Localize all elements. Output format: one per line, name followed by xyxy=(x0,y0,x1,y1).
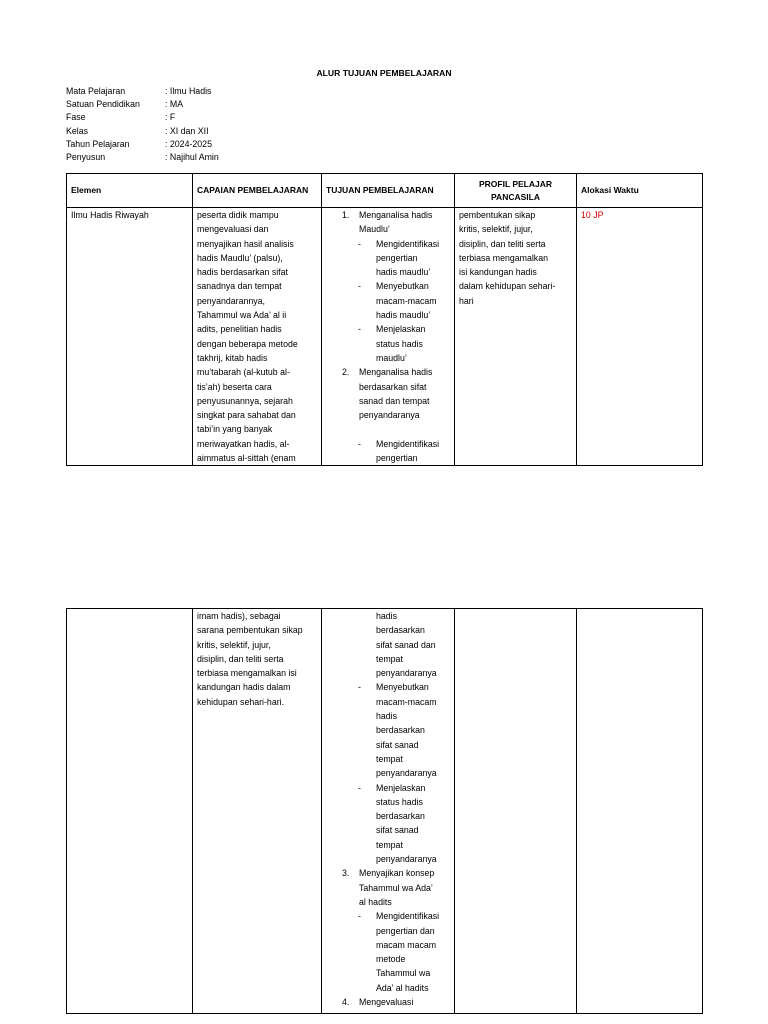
sub-item-line: metode xyxy=(376,954,406,965)
meta-row xyxy=(66,151,219,164)
item-line: Menganalisa hadis xyxy=(359,367,433,378)
sub-item-line: penyandaranya xyxy=(376,854,437,865)
sub-item-line: Menyebutkan xyxy=(376,281,429,292)
capaian-line: peserta didik mampu xyxy=(197,210,279,220)
meta-value: : MA xyxy=(165,99,184,110)
sub-item-line: berdasarkan xyxy=(376,625,425,636)
capaian-line: singkat para sahabat dan xyxy=(197,410,296,421)
meta-row xyxy=(66,98,219,111)
meta-row xyxy=(66,138,219,151)
capaian-line: hadis Maudlu’ (palsu), xyxy=(197,252,283,263)
capaian-line: aimmatus al-sittah (enam xyxy=(197,453,296,464)
sub-item-line: Mengidentifikasi xyxy=(376,238,440,249)
capaian-line: terbiasa mengamalkan isi xyxy=(197,668,297,679)
profil-line: isi kandungan hadis xyxy=(459,267,537,278)
meta-value: : Najihul Amin xyxy=(165,151,219,162)
capaian-line: mengevaluasi dan xyxy=(197,224,269,235)
capaian-line: tabi’in yang banyak xyxy=(197,424,273,435)
sub-item-line: macam macam xyxy=(376,939,437,950)
item-line: penyandaranya xyxy=(359,410,420,421)
capaian-line: menyajikan hasil analisis xyxy=(197,238,294,249)
sub-item-continued xyxy=(322,609,454,680)
capaian-line: meriwayatkan hadis, al- xyxy=(197,438,290,449)
header-profil-line1: PROFIL PELAJAR xyxy=(478,178,553,189)
capaian-line: adits, penelitian hadis xyxy=(197,324,282,335)
sub-item-dash: - xyxy=(358,238,361,249)
capaian-line: takhrij, kitab hadis xyxy=(197,352,268,363)
alokasi-cell-empty xyxy=(577,609,703,1014)
sub-item-line: sifat sanad dan xyxy=(376,639,436,650)
meta-label: Fase xyxy=(66,112,86,123)
profil-line: pembentukan sikap xyxy=(459,210,536,220)
sub-item-line: hadis xyxy=(376,611,398,621)
sub-item-dash: - xyxy=(358,782,361,793)
item-line: Mengevaluasi xyxy=(359,997,414,1008)
sub-item-line: pengertian dan xyxy=(376,925,435,936)
sub-item-line: sifat sanad xyxy=(376,825,419,836)
numbered-item xyxy=(322,365,454,422)
sub-item xyxy=(322,322,454,365)
learning-flow-table-continued xyxy=(66,608,703,1014)
sub-item-line: Menjelaskan xyxy=(376,324,426,335)
meta-label: Mata Pelajaran xyxy=(66,86,126,96)
capaian-line: dengan beberapa metode xyxy=(197,338,298,349)
meta-row xyxy=(66,85,219,98)
sub-item-line: penyandaranya xyxy=(376,768,437,779)
sub-item xyxy=(322,680,454,780)
sub-item-line: berdasarkan xyxy=(376,725,425,736)
capaian-line: Tahammul wa Ada’ al ii xyxy=(197,310,287,321)
tujuan-cell xyxy=(322,609,455,1014)
numbered-item xyxy=(322,995,454,1009)
table-row xyxy=(67,208,703,466)
capaian-line: sarana pembentukan sikap xyxy=(197,625,303,636)
header-alokasi: Alokasi Waktu xyxy=(577,174,703,208)
learning-flow-table xyxy=(66,173,703,466)
table-row xyxy=(67,609,703,1014)
sub-item-line: tempat xyxy=(376,653,403,664)
header-capaian: CAPAIAN PEMBELAJARAN xyxy=(193,174,322,208)
sub-item-line: hadis xyxy=(376,711,398,722)
header-profil xyxy=(455,174,577,208)
tujuan-cell xyxy=(322,208,455,466)
capaian-cell xyxy=(193,609,322,1014)
profil-line: terbiasa mengamalkan xyxy=(459,252,548,263)
capaian-line: kandungan hadis dalam xyxy=(197,682,291,693)
sub-item-line: pengertian xyxy=(376,453,418,464)
meta-value: : 2024-2025 xyxy=(165,138,212,149)
sub-item-line: sifat sanad xyxy=(376,739,419,750)
header-elemen: Elemen xyxy=(67,174,193,208)
meta-value: : XI dan XII xyxy=(165,125,209,136)
profil-line: disiplin, dan teliti serta xyxy=(459,238,546,249)
numbered-item xyxy=(322,866,454,909)
capaian-line: imam hadis), sebagai xyxy=(197,611,281,621)
elemen-cell xyxy=(67,208,193,466)
capaian-line: hadis berdasarkan sifat xyxy=(197,267,288,278)
document-title: ALUR TUJUAN PEMBELAJARAN xyxy=(316,68,452,78)
elemen-cell-empty xyxy=(67,609,193,1014)
meta-label: Penyusun xyxy=(66,151,106,162)
meta-label: Kelas xyxy=(66,125,89,136)
sub-item-line: tempat xyxy=(376,753,403,764)
item-line: Menganalisa hadis xyxy=(359,210,433,220)
sub-item-line: Ada’ al hadits xyxy=(376,982,429,993)
header-tujuan: TUJUAN PEMBELAJARAN xyxy=(322,174,455,208)
sub-item-line: Tahammul wa xyxy=(376,968,431,979)
item-number: 1. xyxy=(342,210,350,220)
sub-item-line: penyandaranya xyxy=(376,668,437,679)
capaian-line: penyandarannya, xyxy=(197,295,265,306)
meta-value: : Ilmu Hadis xyxy=(165,86,212,96)
sub-item-line: hadis maudlu’ xyxy=(376,310,431,321)
sub-item xyxy=(322,437,454,464)
profil-cell xyxy=(455,208,577,466)
sub-item-dash: - xyxy=(358,438,361,449)
elemen-value: Ilmu Hadis Riwayah xyxy=(71,210,149,220)
sub-item-line: Mengidentifikasi xyxy=(376,911,440,922)
sub-item-dash: - xyxy=(358,324,361,335)
meta-label: Satuan Pendidikan xyxy=(66,99,140,110)
capaian-line: kehidupan sehari-hari. xyxy=(197,696,285,707)
header-profil-line2: PANCASILA xyxy=(491,191,540,202)
sub-item-line: Menyebutkan xyxy=(376,682,429,693)
sub-item-line: status hadis xyxy=(376,796,423,807)
sub-item-line: hadis maudlu’ xyxy=(376,267,431,278)
sub-item-line: berdasarkan xyxy=(376,811,425,822)
item-line: al hadits xyxy=(359,896,392,907)
sub-item-line: tempat xyxy=(376,839,403,850)
meta-row xyxy=(66,125,219,138)
profil-line: hari xyxy=(459,295,474,306)
capaian-line: kritis, selektif, jujur, xyxy=(197,639,271,650)
alokasi-value: 10 JP xyxy=(581,210,604,220)
capaian-line: disiplin, dan teliti serta xyxy=(197,653,284,664)
capaian-line: sanadnya dan tempat xyxy=(197,281,282,292)
sub-item-line: status hadis xyxy=(376,338,423,349)
sub-item-line: macam-macam xyxy=(376,696,437,707)
item-line: berdasarkan sifat xyxy=(359,381,427,392)
numbered-item xyxy=(322,208,454,237)
sub-item-line: maudlu’ xyxy=(376,352,407,363)
item-number: 3. xyxy=(342,868,350,879)
meta-value: : F xyxy=(165,112,176,123)
profil-line: kritis, selektif, jujur, xyxy=(459,224,533,235)
profil-line: dalam kehidupan sehari- xyxy=(459,281,556,292)
capaian-line: tis’ah) beserta cara xyxy=(197,381,272,392)
spacer xyxy=(322,422,454,436)
sub-item-dash: - xyxy=(358,281,361,292)
item-line: Maudlu’ xyxy=(359,224,390,235)
meta-row xyxy=(66,111,219,124)
sub-item xyxy=(322,279,454,322)
profil-cell-empty xyxy=(455,609,577,1014)
sub-item xyxy=(322,781,454,867)
document-meta xyxy=(66,85,219,164)
sub-item xyxy=(322,909,454,995)
item-line: sanad dan tempat xyxy=(359,395,430,406)
item-line: Menyajikan konsep xyxy=(359,868,435,879)
item-line: Tahammul wa Ada’ xyxy=(359,882,433,893)
item-number: 2. xyxy=(342,367,350,378)
capaian-cell xyxy=(193,208,322,466)
item-number: 4. xyxy=(342,997,350,1008)
sub-item-line: Menjelaskan xyxy=(376,782,426,793)
sub-item-line: macam-macam xyxy=(376,295,437,306)
sub-item-line: Mengidentifikasi xyxy=(376,438,440,449)
sub-item-dash: - xyxy=(358,911,361,922)
sub-item xyxy=(322,237,454,280)
sub-item-line: pengertian xyxy=(376,252,418,263)
capaian-line: mu’tabarah (al-kutub al- xyxy=(197,367,290,378)
meta-label: Tahun Pelajaran xyxy=(66,138,130,149)
alokasi-cell xyxy=(577,208,703,466)
sub-item-dash: - xyxy=(358,682,361,693)
capaian-line: penyusunannya, sejarah xyxy=(197,395,293,406)
